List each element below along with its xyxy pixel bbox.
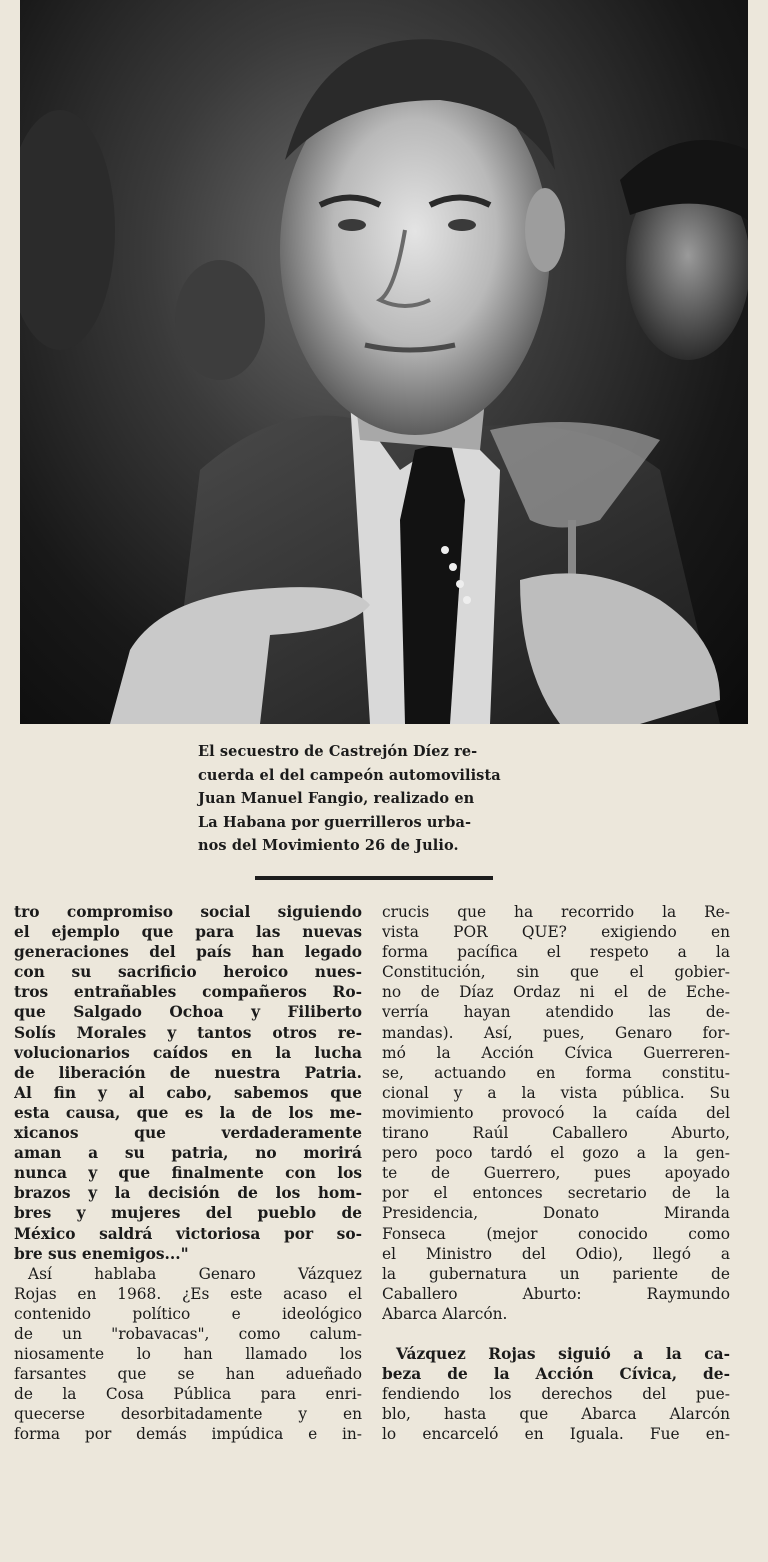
- text-line: mó la Acción Cívica Guerreren-: [382, 1043, 730, 1062]
- text-line: aman a su patria, no morirá: [14, 1144, 362, 1163]
- text-line: contenido político e ideológico: [14, 1304, 362, 1323]
- text-line: Presidencia, Donato Miranda: [382, 1204, 730, 1223]
- text-line: Vázquez Rojas siguió a la ca-: [396, 1344, 730, 1363]
- text-line: esta causa, que es la de los me-: [14, 1103, 362, 1122]
- text-line: forma pacífica el respeto a la: [382, 943, 730, 962]
- text-line: el Ministro del Odio), llegó a: [382, 1244, 730, 1263]
- text-line: niosamente lo han llamado los: [14, 1345, 362, 1364]
- text-line: con su sacrificio heroico nues-: [14, 963, 362, 982]
- photo-caption: [198, 740, 563, 858]
- text-line: lo encarceló en Iguala. Fue en-: [382, 1425, 730, 1444]
- text-line: Solís Morales y tantos otros re-: [14, 1023, 362, 1042]
- caption-line: El secuestro de Castrejón Díez re-: [198, 743, 478, 760]
- text-line: vista POR QUE? exigiendo en: [382, 923, 730, 942]
- text-line: Así hablaba Genaro Vázquez: [28, 1264, 362, 1283]
- text-line: beza de la Acción Cívica, de-: [382, 1365, 730, 1384]
- text-line: mandas). Así, pues, Genaro for-: [382, 1023, 730, 1042]
- text-line: fendiendo los derechos del pue-: [382, 1385, 730, 1404]
- text-line: crucis que ha recorrido la Re-: [382, 903, 730, 921]
- text-line: se, actuando en forma constitu-: [382, 1063, 730, 1082]
- text-line: volucionarios caídos en la lucha: [14, 1043, 362, 1062]
- text-line: Al fin y al cabo, sabemos que: [14, 1083, 362, 1102]
- text-line: nunca y que finalmente con los: [14, 1164, 362, 1183]
- text-line: verría hayan atendido las de-: [382, 1003, 730, 1022]
- text-line: de la Cosa Pública para enri-: [14, 1385, 362, 1404]
- right-column: [382, 902, 730, 1444]
- text-line: por el entonces secretario de la: [382, 1184, 730, 1203]
- text-line: de un "robavacas", como calum-: [14, 1324, 362, 1343]
- text-line: de liberación de nuestra Patria.: [14, 1063, 362, 1082]
- caption-line: Juan Manuel Fangio, realizado en: [198, 790, 475, 807]
- text-line: Abarca Alarcón.: [382, 1304, 508, 1323]
- text-line: tirano Raúl Caballero Aburto,: [382, 1124, 730, 1143]
- text-line: tro compromiso social siguiendo: [14, 903, 362, 921]
- text-line: brazos y la decisión de los hom-: [14, 1184, 362, 1203]
- left-column: [14, 902, 362, 1445]
- text-line: xicanos que verdaderamente: [14, 1124, 362, 1143]
- caption-line: cuerda el del campeón automovilista: [198, 766, 501, 784]
- caption-line: nos del Movimiento 26 de Julio.: [198, 837, 459, 854]
- text-line: bres y mujeres del pueblo de: [14, 1204, 362, 1223]
- text-line: Caballero Aburto: Raymundo: [382, 1284, 730, 1303]
- text-line: pero poco tardó el gozo a la gen-: [382, 1144, 730, 1163]
- text-line: farsantes que se han adueñado: [14, 1365, 362, 1384]
- text-line: que Salgado Ochoa y Filiberto: [14, 1003, 362, 1022]
- caption-line: La Habana por guerrilleros urba-: [198, 813, 472, 831]
- text-line: tros entrañables compañeros Ro-: [14, 983, 362, 1002]
- text-line: generaciones del país han legado: [14, 943, 362, 962]
- text-line: la gubernatura un pariente de: [382, 1264, 730, 1283]
- text-line: blo, hasta que Abarca Alarcón: [382, 1405, 730, 1424]
- text-line: forma por demás impúdica e in-: [14, 1425, 362, 1444]
- text-line: México saldrá victoriosa por so-: [14, 1224, 362, 1243]
- text-line: no de Díaz Ordaz ni el de Eche-: [382, 983, 730, 1002]
- text-line: te de Guerrero, pues apoyado: [382, 1164, 730, 1183]
- photo-portrait-icon: [20, 0, 748, 724]
- text-line: quecerse desorbitadamente y en: [14, 1405, 362, 1424]
- text-line: el ejemplo que para las nuevas: [14, 923, 362, 942]
- text-line: bre sus enemigos...": [14, 1244, 189, 1263]
- text-line: Constitución, sin que el gobier-: [382, 963, 730, 982]
- text-line: Rojas en 1968. ¿Es este acaso el: [14, 1284, 362, 1303]
- text-line: Fonseca (mejor conocido como: [382, 1224, 730, 1243]
- text-line: cional y a la vista pública. Su: [382, 1083, 730, 1102]
- news-photo: [20, 0, 748, 724]
- section-divider: [255, 876, 493, 880]
- text-line: movimiento provocó la caída del: [382, 1103, 730, 1122]
